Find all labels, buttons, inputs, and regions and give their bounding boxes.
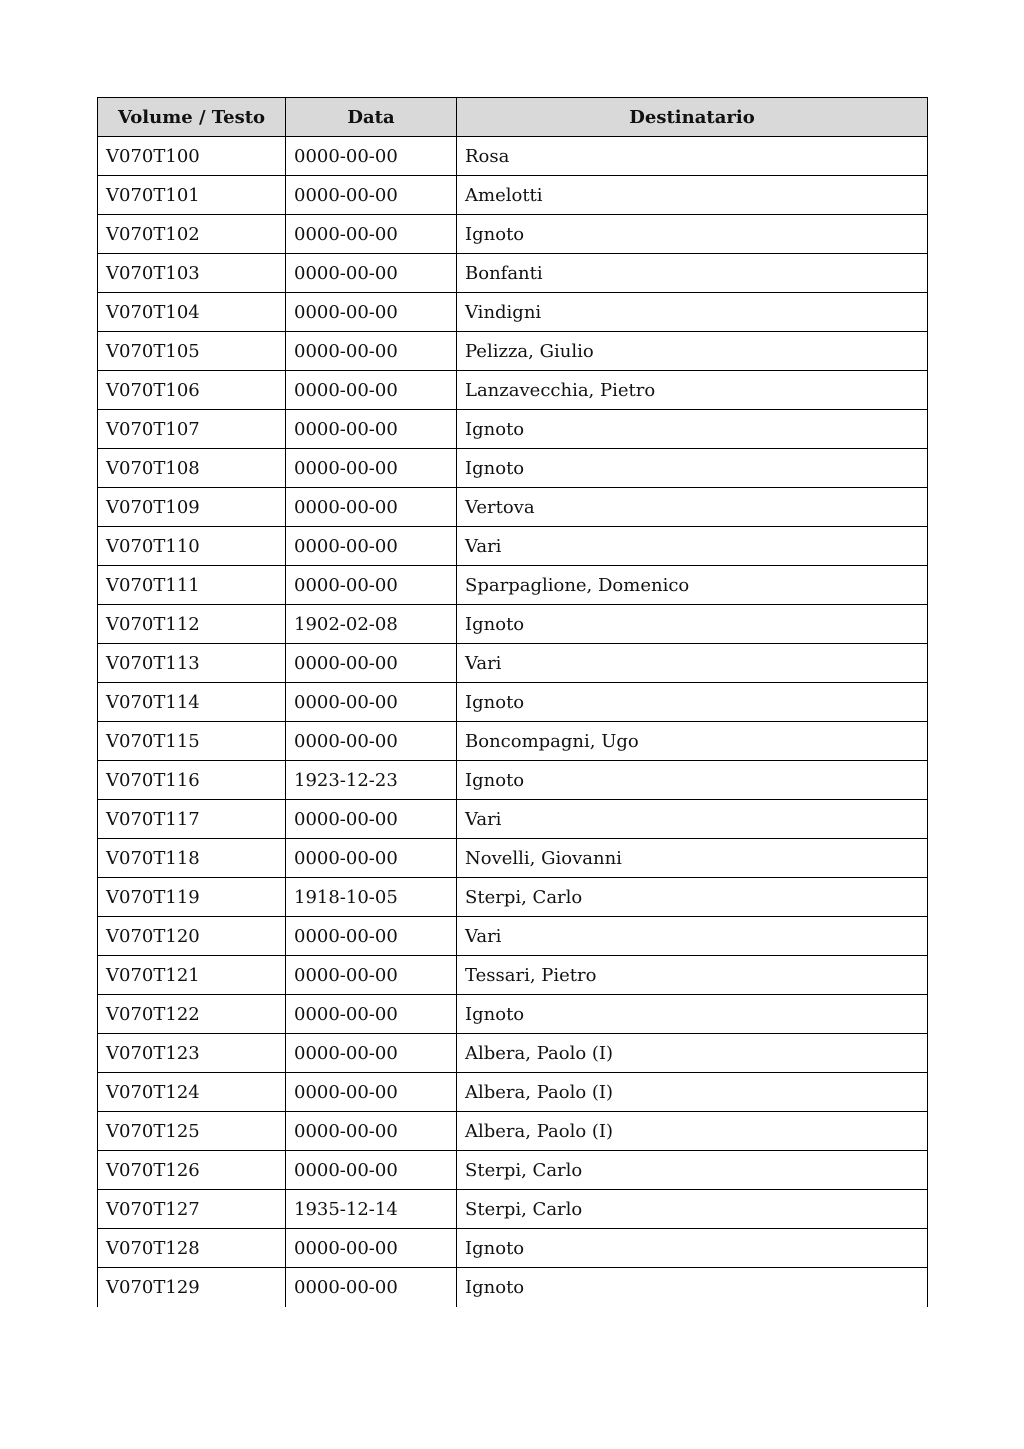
cell-data: 0000-00-00 [286, 1073, 457, 1112]
header-row [98, 98, 928, 137]
cell-destinatario: Tessari, Pietro [457, 956, 928, 995]
cell-destinatario: Rosa [457, 137, 928, 176]
table-row [98, 449, 928, 488]
cell-volume-testo: V070T118 [98, 839, 286, 878]
cell-volume-testo: V070T115 [98, 722, 286, 761]
cell-volume-testo: V070T114 [98, 683, 286, 722]
cell-data: 0000-00-00 [286, 527, 457, 566]
cell-destinatario: Sparpaglione, Domenico [457, 566, 928, 605]
cell-destinatario: Ignoto [457, 1268, 928, 1307]
cell-data: 1918-10-05 [286, 878, 457, 917]
cell-data: 0000-00-00 [286, 1229, 457, 1268]
cell-data: 0000-00-00 [286, 254, 457, 293]
cell-volume-testo: V070T101 [98, 176, 286, 215]
cell-destinatario: Bonfanti [457, 254, 928, 293]
cell-destinatario: Pelizza, Giulio [457, 332, 928, 371]
cell-destinatario: Boncompagni, Ugo [457, 722, 928, 761]
table-row [98, 1190, 928, 1229]
cell-data: 0000-00-00 [286, 956, 457, 995]
cell-volume-testo: V070T125 [98, 1112, 286, 1151]
cell-volume-testo: V070T127 [98, 1190, 286, 1229]
table-row [98, 488, 928, 527]
table-row [98, 566, 928, 605]
cell-data: 0000-00-00 [286, 293, 457, 332]
table-row [98, 1034, 928, 1073]
cell-destinatario: Ignoto [457, 683, 928, 722]
table-row [98, 254, 928, 293]
cell-data: 0000-00-00 [286, 683, 457, 722]
cell-data: 0000-00-00 [286, 1151, 457, 1190]
cell-destinatario: Vari [457, 917, 928, 956]
cell-destinatario: Ignoto [457, 215, 928, 254]
cell-data: 0000-00-00 [286, 1034, 457, 1073]
cell-data: 1902-02-08 [286, 605, 457, 644]
table-row [98, 410, 928, 449]
cell-data: 0000-00-00 [286, 995, 457, 1034]
table-row [98, 332, 928, 371]
table-row [98, 995, 928, 1034]
cell-destinatario: Novelli, Giovanni [457, 839, 928, 878]
cell-volume-testo: V070T110 [98, 527, 286, 566]
table-row [98, 527, 928, 566]
table-row [98, 1229, 928, 1268]
cell-data: 0000-00-00 [286, 137, 457, 176]
cell-destinatario: Vindigni [457, 293, 928, 332]
cell-destinatario: Sterpi, Carlo [457, 1151, 928, 1190]
header-volume-testo: Volume / Testo [98, 98, 286, 137]
cell-data: 0000-00-00 [286, 566, 457, 605]
cell-volume-testo: V070T100 [98, 137, 286, 176]
cell-destinatario: Ignoto [457, 1229, 928, 1268]
cell-volume-testo: V070T121 [98, 956, 286, 995]
cell-destinatario: Amelotti [457, 176, 928, 215]
cell-destinatario: Ignoto [457, 605, 928, 644]
cell-volume-testo: V070T104 [98, 293, 286, 332]
cell-destinatario: Ignoto [457, 449, 928, 488]
cell-volume-testo: V070T116 [98, 761, 286, 800]
cell-data: 1923-12-23 [286, 761, 457, 800]
cell-volume-testo: V070T108 [98, 449, 286, 488]
cell-data: 0000-00-00 [286, 332, 457, 371]
cell-destinatario: Ignoto [457, 761, 928, 800]
cell-volume-testo: V070T117 [98, 800, 286, 839]
table-row [98, 683, 928, 722]
cell-volume-testo: V070T112 [98, 605, 286, 644]
cell-data: 0000-00-00 [286, 917, 457, 956]
cell-data: 0000-00-00 [286, 449, 457, 488]
table-row [98, 956, 928, 995]
cell-volume-testo: V070T102 [98, 215, 286, 254]
cell-data: 0000-00-00 [286, 800, 457, 839]
cell-volume-testo: V070T105 [98, 332, 286, 371]
cell-volume-testo: V070T120 [98, 917, 286, 956]
table-header [98, 98, 928, 137]
letters-table [97, 97, 928, 1307]
cell-data: 0000-00-00 [286, 1112, 457, 1151]
cell-destinatario: Lanzavecchia, Pietro [457, 371, 928, 410]
table-row [98, 1151, 928, 1190]
table-row [98, 917, 928, 956]
cell-data: 0000-00-00 [286, 839, 457, 878]
table-row [98, 761, 928, 800]
table-row [98, 800, 928, 839]
table-row [98, 605, 928, 644]
cell-volume-testo: V070T103 [98, 254, 286, 293]
cell-volume-testo: V070T113 [98, 644, 286, 683]
cell-volume-testo: V070T122 [98, 995, 286, 1034]
cell-data: 0000-00-00 [286, 722, 457, 761]
cell-destinatario: Vari [457, 527, 928, 566]
cell-volume-testo: V070T128 [98, 1229, 286, 1268]
header-destinatario: Destinatario [457, 98, 928, 137]
table-row [98, 1073, 928, 1112]
cell-volume-testo: V070T107 [98, 410, 286, 449]
cell-data: 1935-12-14 [286, 1190, 457, 1229]
cell-data: 0000-00-00 [286, 371, 457, 410]
cell-destinatario: Albera, Paolo (I) [457, 1034, 928, 1073]
cell-destinatario: Sterpi, Carlo [457, 1190, 928, 1229]
cell-volume-testo: V070T129 [98, 1268, 286, 1307]
cell-data: 0000-00-00 [286, 644, 457, 683]
table-row [98, 878, 928, 917]
cell-destinatario: Albera, Paolo (I) [457, 1073, 928, 1112]
cell-volume-testo: V070T119 [98, 878, 286, 917]
cell-data: 0000-00-00 [286, 176, 457, 215]
cell-destinatario: Ignoto [457, 995, 928, 1034]
table-row [98, 137, 928, 176]
cell-volume-testo: V070T126 [98, 1151, 286, 1190]
cell-volume-testo: V070T123 [98, 1034, 286, 1073]
cell-volume-testo: V070T109 [98, 488, 286, 527]
cell-volume-testo: V070T106 [98, 371, 286, 410]
cell-volume-testo: V070T111 [98, 566, 286, 605]
cell-destinatario: Vertova [457, 488, 928, 527]
table-row [98, 644, 928, 683]
table-row [98, 215, 928, 254]
table-row [98, 371, 928, 410]
table-row [98, 176, 928, 215]
cell-destinatario: Albera, Paolo (I) [457, 1112, 928, 1151]
cell-volume-testo: V070T124 [98, 1073, 286, 1112]
table-row [98, 839, 928, 878]
cell-destinatario: Ignoto [457, 410, 928, 449]
table-row [98, 722, 928, 761]
table-row [98, 293, 928, 332]
cell-destinatario: Vari [457, 644, 928, 683]
table-body [98, 137, 928, 1307]
cell-data: 0000-00-00 [286, 410, 457, 449]
cell-data: 0000-00-00 [286, 215, 457, 254]
table-row [98, 1268, 928, 1307]
table-row [98, 1112, 928, 1151]
cell-data: 0000-00-00 [286, 1268, 457, 1307]
cell-destinatario: Sterpi, Carlo [457, 878, 928, 917]
cell-data: 0000-00-00 [286, 488, 457, 527]
cell-destinatario: Vari [457, 800, 928, 839]
header-data: Data [286, 98, 457, 137]
